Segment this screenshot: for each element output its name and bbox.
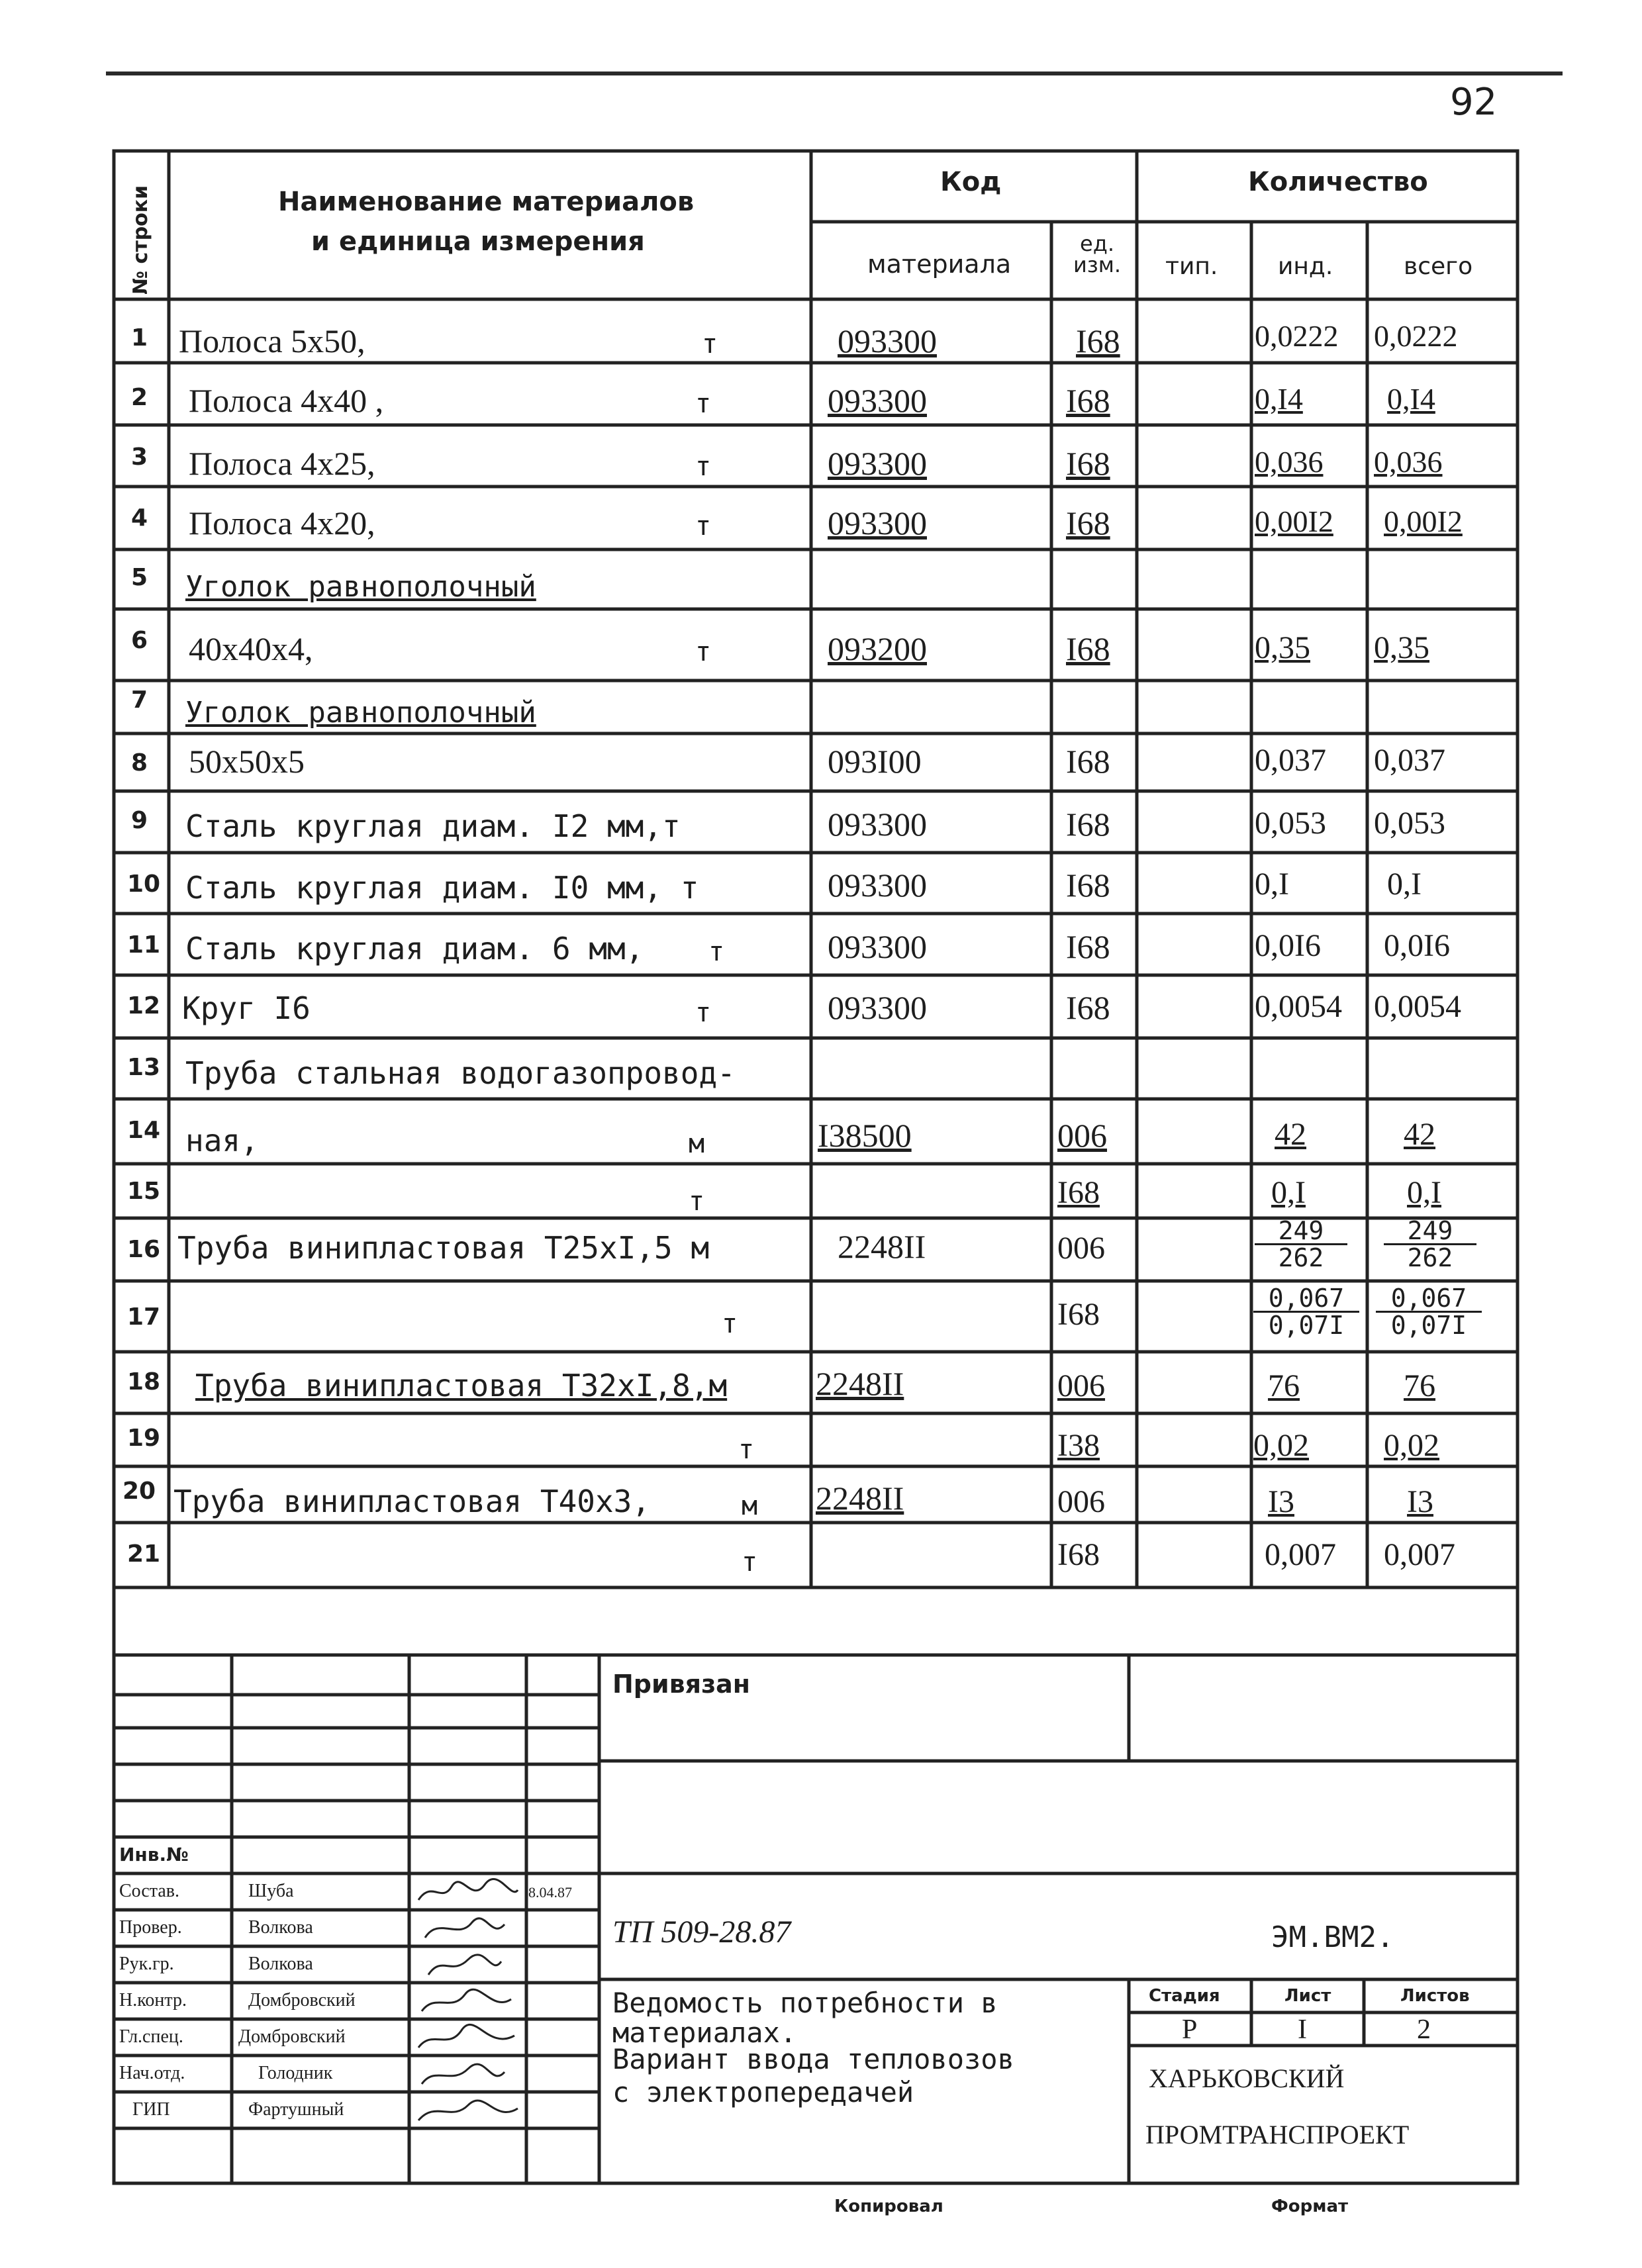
stamp-person: Волкова xyxy=(248,1917,313,1938)
row-number: 13 xyxy=(127,1054,161,1081)
row-name: 40х40х4, xyxy=(189,630,313,667)
row-name: Сталь круглая диам. I0 мм, т xyxy=(185,870,699,906)
row-unit: т xyxy=(702,329,718,359)
row-ind: 0,036 xyxy=(1255,445,1324,479)
row-material-code: 093300 xyxy=(828,928,927,965)
stamp-role: Н.контр. xyxy=(119,1990,187,2010)
row-ind: 0,007 xyxy=(1265,1537,1336,1572)
stamp-person: Волкова xyxy=(248,1954,313,1974)
row-material-code: 093300 xyxy=(838,322,937,359)
row-material-code: 093I00 xyxy=(828,743,922,780)
row-total-bottom: 262 xyxy=(1407,1243,1453,1272)
row-name: Полоса 4х25, xyxy=(189,445,375,482)
row-unit: т xyxy=(738,1435,755,1465)
stamp-role: Гл.спец. xyxy=(119,2026,183,2047)
row-ind: 0,I4 xyxy=(1255,382,1303,416)
doc-code: ЭМ.ВМ2. xyxy=(1271,1920,1394,1954)
row-unit: м xyxy=(689,1129,705,1159)
row-ind: 42 xyxy=(1275,1117,1306,1152)
header-total: всего xyxy=(1404,253,1473,280)
row-number: 16 xyxy=(127,1236,161,1263)
row-unit-code: 006 xyxy=(1057,1117,1107,1154)
row-unit: т xyxy=(695,389,712,419)
row-total: 0,0054 xyxy=(1374,989,1461,1024)
row-name: Уголок равнополочный xyxy=(185,696,536,730)
row-number: 9 xyxy=(131,807,148,834)
row-total-fraction xyxy=(1376,1286,1482,1338)
header-quantity: Количество xyxy=(1248,167,1428,197)
stage-label: Стадия xyxy=(1149,1986,1220,2006)
stamp-role: Рук.гр. xyxy=(119,1954,174,1974)
row-material-code: 093200 xyxy=(828,630,927,667)
title-line4: с электропередачей xyxy=(612,2076,914,2108)
row-total-fraction xyxy=(1384,1218,1476,1270)
org-line1: ХАРЬКОВСКИЙ xyxy=(1149,2063,1345,2093)
row-unit-code: I68 xyxy=(1066,382,1110,419)
row-unit-code: I68 xyxy=(1066,928,1110,965)
row-material-code: 093300 xyxy=(828,989,927,1026)
row-unit-code: I68 xyxy=(1066,630,1110,667)
row-material-code: 093300 xyxy=(828,504,927,542)
row-total: 0,037 xyxy=(1374,743,1445,778)
header-material: материала xyxy=(867,250,1012,279)
row-name: Сталь круглая диам. 6 мм, xyxy=(185,931,644,967)
row-unit-code: 006 xyxy=(1057,1368,1105,1403)
row-material-code: 2248II xyxy=(838,1228,926,1265)
row-unit: м xyxy=(742,1491,758,1521)
footer-copied: Копировал xyxy=(834,2197,943,2216)
row-ind: 0,037 xyxy=(1255,743,1326,778)
stamp-date: 8.04.87 xyxy=(528,1884,572,1901)
row-number: 4 xyxy=(131,504,148,532)
row-unit-code: I38 xyxy=(1057,1428,1100,1463)
row-name: ная, xyxy=(185,1123,259,1158)
row-ind: 0,0I6 xyxy=(1255,928,1321,963)
row-ind: 0,00I2 xyxy=(1255,504,1333,538)
row-total: 0,02 xyxy=(1384,1428,1439,1463)
stamp-person: Домбровский xyxy=(238,2026,346,2047)
row-unit-code: I68 xyxy=(1066,743,1110,780)
row-unit-code: I68 xyxy=(1066,445,1110,482)
row-unit-code: I68 xyxy=(1057,1537,1100,1572)
stamp-role: Нач.отд. xyxy=(119,2063,185,2083)
row-ind-fraction xyxy=(1253,1286,1359,1338)
row-unit-code: I68 xyxy=(1066,806,1110,843)
row-unit-code: I68 xyxy=(1057,1175,1100,1210)
title-line3: Вариант ввода тепловозов xyxy=(612,2043,1014,2075)
row-number: 21 xyxy=(127,1540,161,1568)
sheet-value: I xyxy=(1298,2014,1307,2045)
row-name: Полоса 4х40 , xyxy=(189,382,384,419)
row-name: Сталь круглая диам. I2 мм,т xyxy=(185,808,681,844)
row-unit: т xyxy=(695,998,712,1028)
row-unit-code: I68 xyxy=(1066,989,1110,1026)
stamp-role: ГИП xyxy=(132,2099,170,2120)
row-total: 0,35 xyxy=(1374,630,1429,665)
row-name: Круг I6 xyxy=(182,990,311,1026)
row-ind-fraction xyxy=(1255,1218,1347,1270)
row-total-top: 0,067 xyxy=(1376,1286,1482,1313)
privyazan-label: Привязан xyxy=(612,1670,751,1699)
row-unit: т xyxy=(695,637,712,667)
row-name: Труба винипластовая Т25хI,5 м xyxy=(177,1230,710,1266)
row-name: 50х50х5 xyxy=(189,743,305,780)
row-ind: I3 xyxy=(1268,1484,1294,1519)
row-number: 19 xyxy=(127,1425,161,1452)
row-unit: т xyxy=(695,451,712,482)
row-total-top: 249 xyxy=(1384,1218,1476,1245)
row-total: 0,007 xyxy=(1384,1537,1455,1572)
row-unit: т xyxy=(722,1309,738,1339)
title-line2: материалах. xyxy=(612,2016,797,2049)
row-number: 1 xyxy=(131,324,148,352)
row-ind: 0,0222 xyxy=(1255,319,1339,353)
header-name-line1: Наименование материалов xyxy=(278,187,695,217)
row-total: 0,053 xyxy=(1374,806,1445,841)
row-number: 8 xyxy=(131,749,148,777)
row-material-code: I38500 xyxy=(818,1117,912,1154)
row-number: 10 xyxy=(127,871,161,898)
inv-no-label: Инв.№ xyxy=(119,1844,189,1866)
row-total: I3 xyxy=(1407,1484,1433,1519)
row-unit: т xyxy=(708,937,725,967)
header-unit-code: ед. изм. xyxy=(1073,231,1122,277)
sheet-label: Лист xyxy=(1284,1986,1331,2006)
stage-value: Р xyxy=(1182,2014,1198,2045)
row-name: Полоса 5х50, xyxy=(179,322,365,359)
row-ind: 0,053 xyxy=(1255,806,1326,841)
row-total: 0,0222 xyxy=(1374,319,1458,353)
row-unit: т xyxy=(742,1547,758,1578)
row-number: 20 xyxy=(122,1478,156,1505)
row-total: 0,00I2 xyxy=(1384,504,1463,538)
stamp-person: Шуба xyxy=(248,1881,294,1901)
row-total: 0,I xyxy=(1407,1175,1441,1210)
page-number: 92 xyxy=(1450,81,1498,124)
stamp-role: Состав. xyxy=(119,1881,180,1901)
org-line2: ПРОМТРАНСПРОЕКТ xyxy=(1145,2120,1410,2150)
stamp-person: Голодник xyxy=(258,2063,333,2083)
row-unit-code: 006 xyxy=(1057,1484,1105,1519)
row-name: Труба стальная водогазопровод- xyxy=(185,1055,736,1091)
row-ind-bottom: 0,07I xyxy=(1268,1311,1345,1340)
row-name: Труба винипластовая Т40х3, xyxy=(173,1484,651,1519)
row-unit: т xyxy=(689,1186,705,1217)
row-unit: т xyxy=(695,511,712,542)
row-number: 15 xyxy=(127,1178,161,1205)
row-total: 76 xyxy=(1404,1368,1435,1403)
row-total: 0,I xyxy=(1387,867,1422,902)
sheets-label: Листов xyxy=(1400,1986,1470,2006)
row-unit-code: 006 xyxy=(1057,1231,1105,1266)
row-number: 14 xyxy=(127,1117,161,1144)
row-ind: 0,I xyxy=(1255,867,1289,902)
signatures xyxy=(412,1877,524,2128)
row-total: 42 xyxy=(1404,1117,1435,1152)
row-unit-code: I68 xyxy=(1066,504,1110,542)
row-total: 0,I4 xyxy=(1387,382,1435,416)
title-line1: Ведомость потребности в xyxy=(612,1987,998,2019)
row-ind: 0,35 xyxy=(1255,630,1310,665)
row-number: 5 xyxy=(131,564,148,591)
row-number: 18 xyxy=(127,1368,161,1395)
row-number: 7 xyxy=(131,686,148,714)
project-code: ТП 509-28.87 xyxy=(612,1914,791,1950)
footer-format: Формат xyxy=(1271,2197,1349,2216)
row-material-code: 093300 xyxy=(828,867,927,904)
header-ind: инд. xyxy=(1278,253,1333,280)
row-total-bottom: 0,07I xyxy=(1390,1311,1467,1340)
row-unit-code: I68 xyxy=(1066,867,1110,904)
row-total: 0,036 xyxy=(1374,445,1443,479)
row-name: Полоса 4х20, xyxy=(189,504,375,542)
header-code: Код xyxy=(940,167,1002,197)
row-material-code: 093300 xyxy=(828,806,927,843)
row-ind: 0,I xyxy=(1271,1175,1306,1210)
row-name: Труба винипластовая Т32хI,8,м xyxy=(195,1368,728,1403)
row-total: 0,0I6 xyxy=(1384,928,1450,963)
row-number: 6 xyxy=(131,627,148,654)
row-material-code: 093300 xyxy=(828,445,927,482)
row-unit-code: I68 xyxy=(1057,1297,1100,1332)
row-material-code: 2248II xyxy=(816,1480,904,1517)
row-number: 2 xyxy=(131,384,148,411)
header-row-no: № строки xyxy=(129,185,152,295)
row-unit-code: I68 xyxy=(1076,322,1120,359)
stamp-person: Домбровский xyxy=(248,1990,356,2010)
row-ind: 76 xyxy=(1268,1368,1300,1403)
row-ind-top: 0,067 xyxy=(1253,1286,1359,1313)
row-ind: 0,02 xyxy=(1253,1428,1309,1463)
row-number: 12 xyxy=(127,992,161,1019)
row-number: 17 xyxy=(127,1303,161,1331)
row-ind-bottom: 262 xyxy=(1278,1243,1324,1272)
row-name: Уголок равнополочный xyxy=(185,570,536,604)
row-number: 3 xyxy=(131,444,148,471)
header-typ: тип. xyxy=(1165,253,1218,280)
row-material-code: 093300 xyxy=(828,382,927,419)
stamp-role: Провер. xyxy=(119,1917,182,1938)
row-ind: 0,0054 xyxy=(1255,989,1342,1024)
sheets-value: 2 xyxy=(1417,2014,1431,2045)
row-ind-top: 249 xyxy=(1255,1218,1347,1245)
header-name-line2: и единица измерения xyxy=(311,226,645,257)
row-material-code: 2248II xyxy=(816,1365,904,1402)
row-number: 11 xyxy=(127,931,161,959)
stamp-person: Фартушный xyxy=(248,2099,344,2120)
